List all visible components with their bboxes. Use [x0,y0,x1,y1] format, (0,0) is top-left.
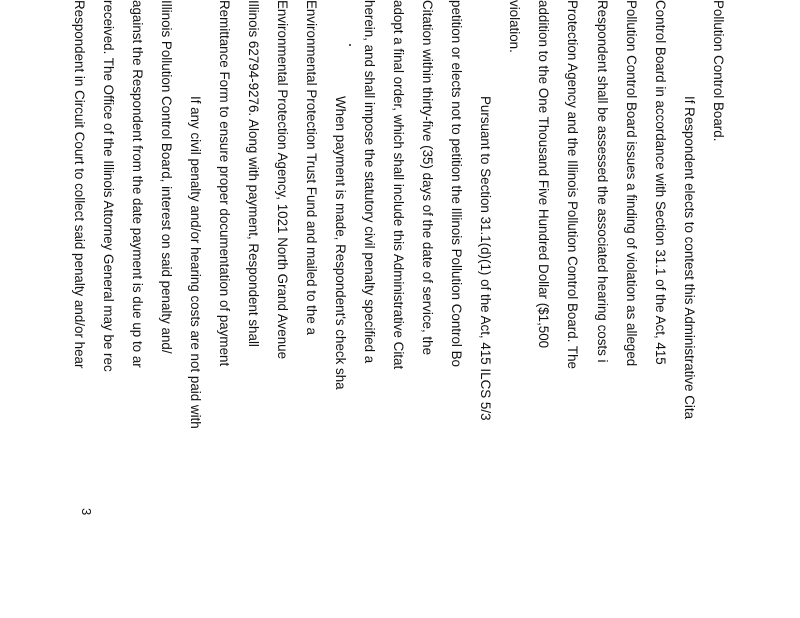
text-line: petition or elects not to petition the Illinois Pollution Control Bo [449,0,464,367]
text-line: received. The Office of the Illinois Attorney General may be rec [101,0,116,372]
text-line: herein, and shall impose the statutory civil penalty specified a [362,0,377,364]
text-line: Environmental Protection Trust Fund and mailed to the a [304,0,319,335]
text-line: Control Board in accordance with Section 31.1 of the Act, 415 [653,0,668,365]
text-line: Protection Agency and the Illinois Pollution Control Board. The [565,0,580,369]
text-line: Pollution Control Board. [711,0,726,142]
text-line: Pollution Control Board issues a finding of violation as alleged [624,0,639,367]
text-line: Respondent in Circuit Court to collect said penalty and/or hear [72,0,87,369]
text-line: Respondent shall be assessed the associated hearing costs i [595,0,610,363]
text-line: addition to the One Thousand Five Hundred Dollar ($1,500 [536,0,551,349]
text-line: Illinois 62794-9276. Along with payment, Respondent shall [246,0,261,347]
text-line: against the Respondent from the date payment is due up to ar [130,0,145,368]
text-line: adopt a final order, which shall include this Administrative Citat [391,0,406,370]
page-number: 3 [79,508,94,516]
text-line: When payment is made, Respondent's check sha [333,96,348,390]
text-line: If Respondent elects to contest this Administrative Cita [682,96,697,420]
scan-speck [349,44,351,46]
text-line: If any civil penalty and/or hearing costs are not paid with [188,96,203,429]
text-line: Citation within thirty-five (35) days of the date of service, the [420,0,435,356]
text-line: Environmental Protection Agency, 1021 North Grand Avenue [275,0,290,360]
text-line: Illinois Pollution Control Board, interest on said penalty and/ [159,0,174,354]
text-line: Pursuant to Section 31.1(d)(1) of the Act, 415 ILCS 5/3 [478,96,493,421]
text-line: Remittance Form to ensure proper documentation of payment [217,0,232,367]
text-line: violation. [507,0,522,53]
